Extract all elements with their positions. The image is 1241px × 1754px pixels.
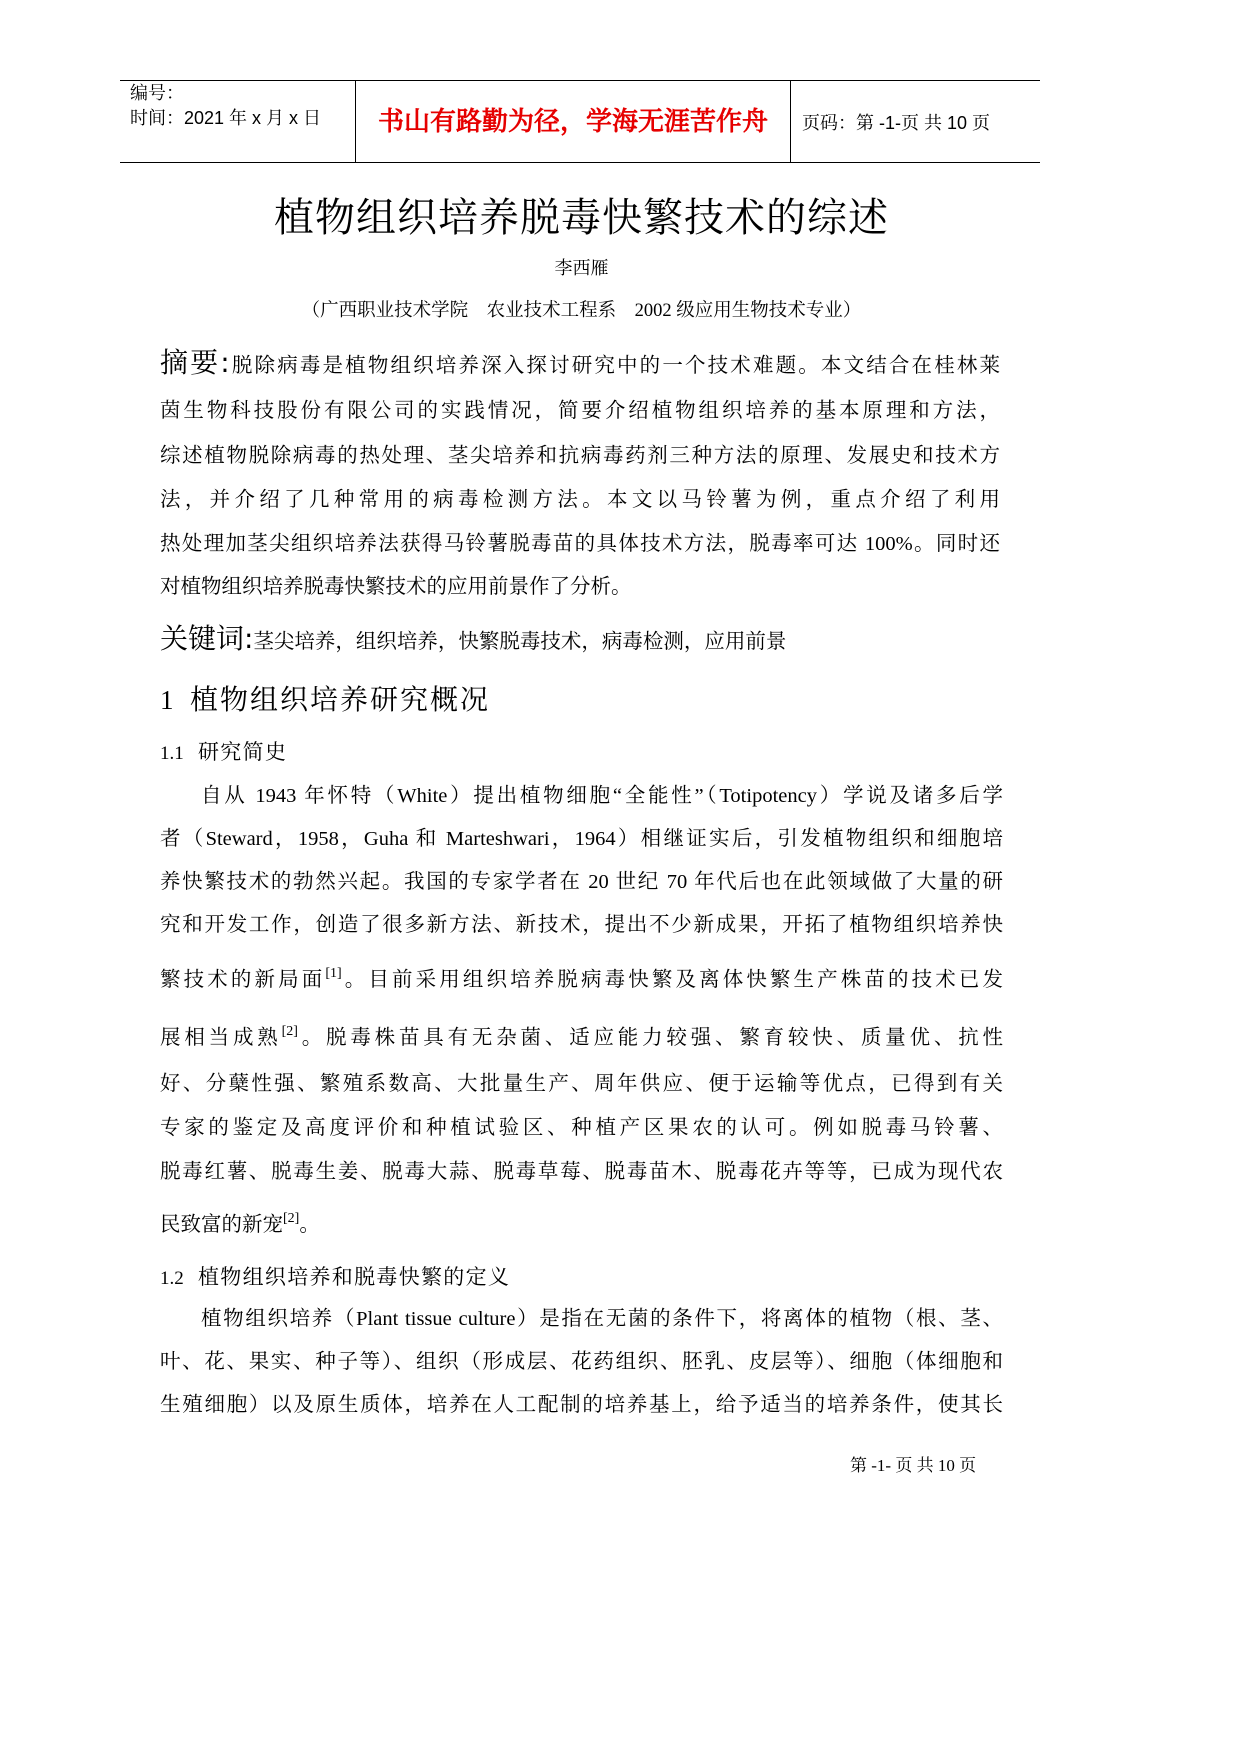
section-heading (160, 680, 490, 720)
abstract-line: 综述植物脱除病毒的热处理、茎尖培养和抗病毒药剂三种方法的原理、发展史和技术方 (160, 445, 1000, 467)
header-time-label: 时间：2021 年 x 月 x 日 (130, 108, 322, 128)
paragraph-line: 好、分蘖性强、繁殖系数高、大批量生产、周年供应、便于运输等优点，已得到有关 (160, 1073, 1003, 1095)
citation-marker: [2] (281, 1024, 298, 1039)
paragraph-line: 生殖细胞）以及原生质体，培养在人工配制的培养基上，给予适当的培养条件，使其长 (160, 1394, 1003, 1416)
paragraph-line: 叶、花、果实、种子等）、组织（形成层、花药组织、胚乳、皮层等）、细胞（体细胞和 (160, 1351, 1003, 1373)
subsection-title: 植物组织培养和脱毒快繁的定义 (198, 1265, 511, 1289)
abstract-line: 热处理加茎尖组织培养法获得马铃薯脱毒苗的具体技术方法，脱毒率可达 100%。同时还 (160, 533, 1000, 555)
header-bottom-rule (120, 162, 1040, 163)
line-text: 。目前采用组织培养脱病毒快繁及离体快繁生产株苗的技术已发 (341, 969, 1004, 991)
document-affiliation: （广西职业技术学院 农业技术工程系 2002 级应用生物技术专业） (301, 301, 862, 321)
abstract-line: 法，并介绍了几种常用的病毒检测方法。本文以马铃薯为例，重点介绍了利用 (160, 489, 1000, 511)
abstract-label: 摘要: (160, 346, 230, 379)
abstract-line (160, 343, 1000, 383)
document-title: 植物组织培养脱毒快繁技术的综述 (274, 195, 889, 241)
subsection-number: 1.1 (160, 743, 184, 764)
abstract-line: 对植物组织培养脱毒快繁技术的应用前景作了分析。 (160, 576, 632, 598)
paragraph-line (160, 1210, 1003, 1240)
paragraph-line (160, 1023, 1003, 1053)
subsection-heading (160, 1262, 510, 1292)
citation-marker: [2] (283, 1211, 300, 1226)
subsection-number: 1.2 (160, 1268, 184, 1289)
section-title: 植物组织培养研究概况 (190, 683, 491, 716)
subsection-heading (160, 737, 287, 767)
line-text: 。 (299, 1214, 320, 1236)
line-text: 。脱毒株苗具有无杂菌、适应能力较强、繁育较快、质量优、抗性 (297, 1027, 1004, 1049)
section-number: 1 (160, 685, 174, 715)
header-top-rule (120, 80, 1040, 81)
paragraph-line (160, 965, 1003, 995)
paragraph-line: 专家的鉴定及高度评价和种植试验区、种植产区果农的认可。例如脱毒马铃薯、 (160, 1117, 1003, 1139)
document-author: 李西雁 (554, 258, 609, 278)
header-divider-right (790, 80, 791, 162)
line-text: 繁技术的新局面 (160, 969, 326, 991)
line-text: 展相当成熟 (160, 1027, 282, 1049)
abstract-line: 茵生物科技股份有限公司的实践情况，简要介绍植物组织培养的基本原理和方法， (160, 400, 1000, 422)
paragraph-line: 自从 1943 年怀特（White）提出植物细胞“全能性”（Totipotency）学说及诸多后学 (201, 785, 1003, 807)
keywords-label: 关键词: (160, 622, 254, 655)
keywords-line (160, 619, 1003, 659)
citation-marker: [1] (325, 966, 342, 981)
page-footer: 第 -1- 页 共 10 页 (850, 1456, 977, 1475)
paragraph-line: 究和开发工作，创造了很多新方法、新技术，提出不少新成果，开拓了植物组织培养快 (160, 914, 1003, 936)
paragraph-line: 植物组织培养（Plant tissue culture）是指在无菌的条件下，将离体的植物（根、茎、 (201, 1308, 1003, 1330)
line-text: 民致富的新宠 (160, 1214, 283, 1236)
header-number-label: 编号： (130, 83, 184, 103)
subsection-title: 研究简史 (198, 740, 288, 764)
keywords-text: 茎尖培养，组织培养，快繁脱毒技术，病毒检测，应用前景 (253, 631, 787, 653)
abstract-text: 脱除病毒是植物组织培养深入探讨研究中的一个技术难题。本文结合在桂林莱 (229, 355, 1001, 377)
header-motto: 书山有路勤为径，学海无涯苦作舟 (377, 107, 768, 137)
paragraph-line: 养快繁技术的勃然兴起。我国的专家学者在 20 世纪 70 年代后也在此领域做了大量的研 (160, 871, 1003, 893)
paragraph-line: 脱毒红薯、脱毒生姜、脱毒大蒜、脱毒草莓、脱毒苗木、脱毒花卉等等，已成为现代农 (160, 1161, 1003, 1183)
paragraph-line: 者（Steward，1958，Guha 和 Marteshwari，1964）相继证实后，引发植物组织和细胞培 (160, 828, 1003, 850)
header-page-label: 页码：第 -1-页 共 10 页 (802, 113, 991, 133)
